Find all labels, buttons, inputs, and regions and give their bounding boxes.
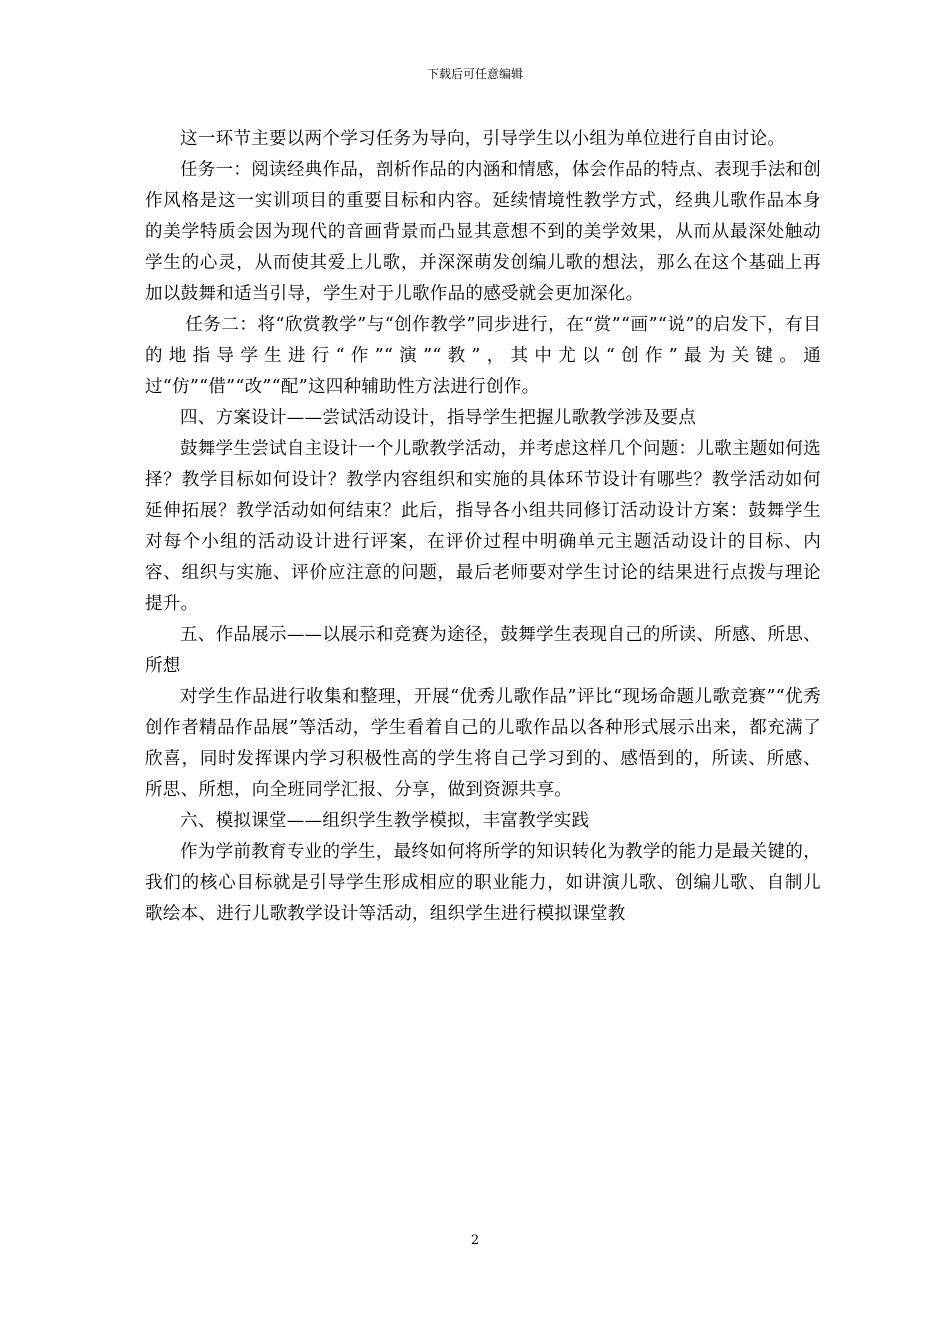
section-heading-mock-class: 六、模拟课堂——组织学生教学模拟，丰富教学实践 — [180, 811, 590, 831]
document-body — [145, 124, 821, 930]
section-heading-plan-design: 四、方案设计——尝试活动设计，指导学生把握儿歌教学涉及要点 — [180, 408, 697, 428]
paragraph-mock-class: 作为学前教育专业的学生，最终如何将所学的知识转化为教学的能力是最关键的，我们的核心目标就是引导学生形成相应的职业能力，如讲演儿歌、创编儿歌、自制儿歌绘本、进行儿歌教学设计等活动，组织学生进行模拟课堂教 — [145, 842, 821, 924]
paragraph-plan-design: 鼓舞学生尝试自主设计一个儿歌教学活动，并考虑这样几个问题：儿歌主题如何选择？教学目标如何设计？教学内容组织和实施的具体环节设计有哪些？教学活动如何延伸拓展？教学活动如何结束？此后，指导各小组共同修订活动设计方案：鼓舞学生对每个小组的活动设计进行评案，在评价过程中明确单元主题活动设计的目标、内容、组织与实施、评价应注意的问题，最后老师要对学生讨论的结果进行点拨与理论提升。 — [145, 439, 821, 614]
page-header: 下载后可任意编辑 — [426, 67, 523, 81]
page-number: 2 — [470, 1233, 480, 1248]
paragraph-work-display: 对学生作品进行收集和整理，开展“优秀儿歌作品”评比“现场命题儿歌竞赛”“优秀创作者精品作品展”等活动，学生看着自己的儿歌作品以各种形式展示出来，都充满了欣喜，同时发挥课内学习积极性高的学生将自己学习到的、感悟到的，所读、所感、所思、所想，向全班同学汇报、分享，做到资源共享。 — [145, 687, 821, 800]
section-heading-work-display: 五、作品展示——以展示和竞赛为途径，鼓舞学生表现自己的所读、所感、所思、所想 — [145, 625, 821, 676]
paragraph-task-two: 任务二：将“欣赏教学”与“创作教学”同步进行，在“赏”“画”“说”的启发下，有目的地指导学生进行“作”“演”“教”，其中尤以“创作”最为关键。通过“仿”“借”“改”“配”这四种辅助性方法进行创作。 — [145, 315, 821, 397]
paragraph-intro: 这一环节主要以两个学习任务为导向，引导学生以小组为单位进行自由讨论。 — [180, 129, 786, 149]
paragraph-task-one: 任务一：阅读经典作品，剖析作品的内涵和情感，体会作品的特点、表现手法和创作风格是这一实训项目的重要目标和内容。延续情境性教学方式，经典儿歌作品本身的美学特质会因为现代的音画背景而凸显其意想不到的美学效果，从而从最深处触动学生的心灵，从而使其爱上儿歌，并深深萌发创编儿歌的想法，那么在这个基础上再加以鼓舞和适当引导，学生对于儿歌作品的感受就会更加深化。 — [145, 160, 821, 304]
